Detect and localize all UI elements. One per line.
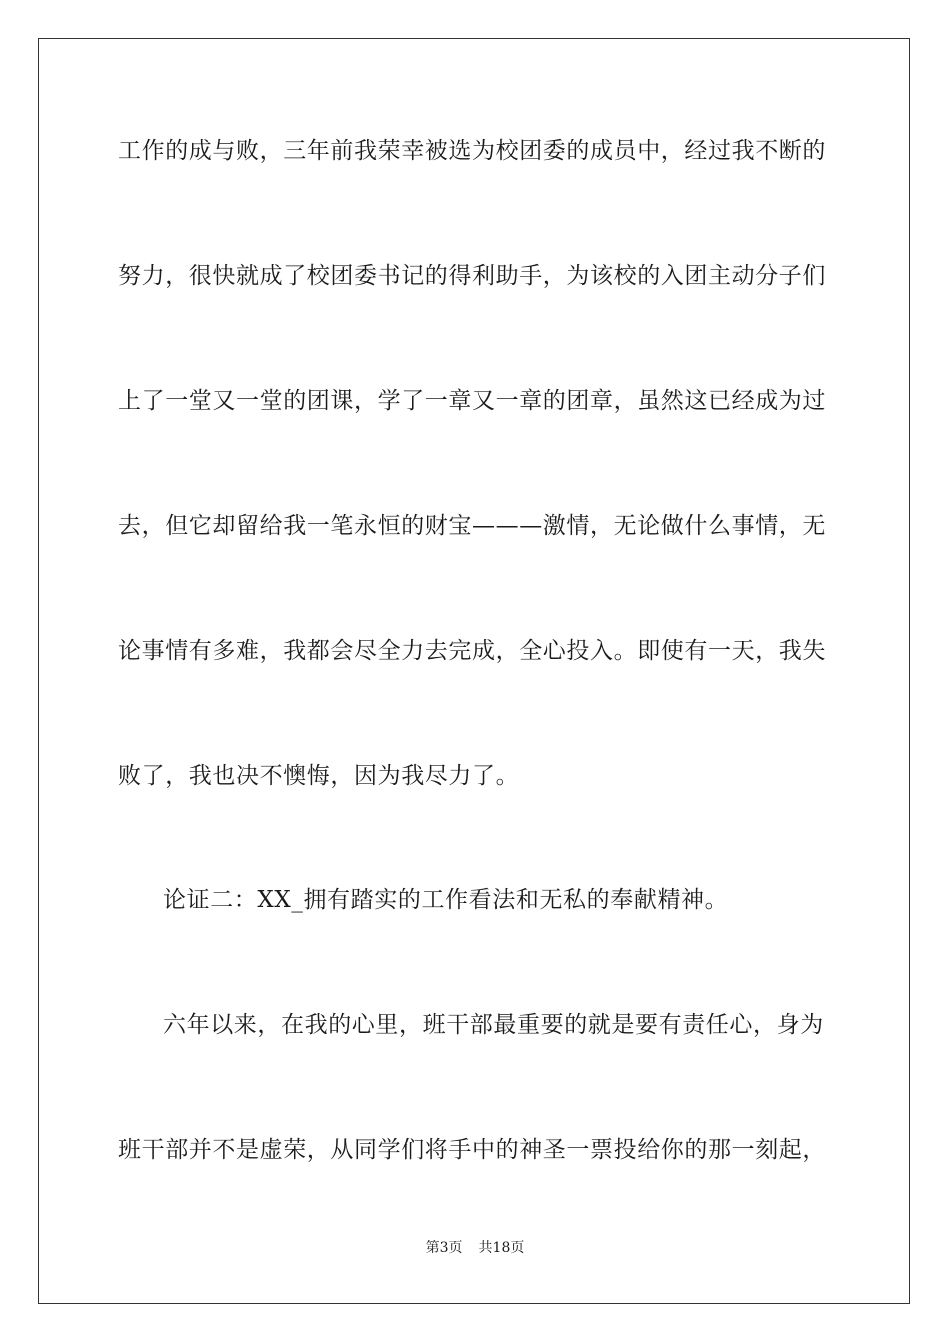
paragraph-line: 班干部并不是虚荣，从同学们将手中的神圣一票投给你的那一刻起， bbox=[118, 1137, 826, 1163]
paragraph-line: 工作的成与败，三年前我荣幸被选为校团委的成员中，经过我不断的 bbox=[118, 138, 826, 164]
page-number: 第3页 bbox=[425, 1240, 463, 1256]
page-total: 共18页 bbox=[478, 1240, 525, 1256]
paragraph-line: 论事情有多难，我都会尽全力去完成，全心投入。即使有一天，我失 bbox=[118, 638, 826, 664]
section-heading: 论证二：XX_拥有踏实的工作看法和无私的奉献精神。 bbox=[163, 887, 729, 913]
paragraph-line: 败了，我也决不懊悔，因为我尽力了。 bbox=[118, 763, 520, 789]
paragraph-line: 六年以来，在我的心里，班干部最重要的就是要有责任心，身为 bbox=[163, 1012, 824, 1038]
paragraph-line: 去，但它却留给我一笔永恒的财宝———激情，无论做什么事情，无 bbox=[118, 513, 826, 539]
paragraph-line: 努力，很快就成了校团委书记的得利助手，为该校的入团主动分子们 bbox=[118, 263, 826, 289]
paragraph-line: 上了一堂又一堂的团课，学了一章又一章的团章，虽然这已经成为过 bbox=[118, 388, 826, 414]
page-footer bbox=[0, 1238, 950, 1258]
page-border bbox=[38, 38, 910, 1304]
